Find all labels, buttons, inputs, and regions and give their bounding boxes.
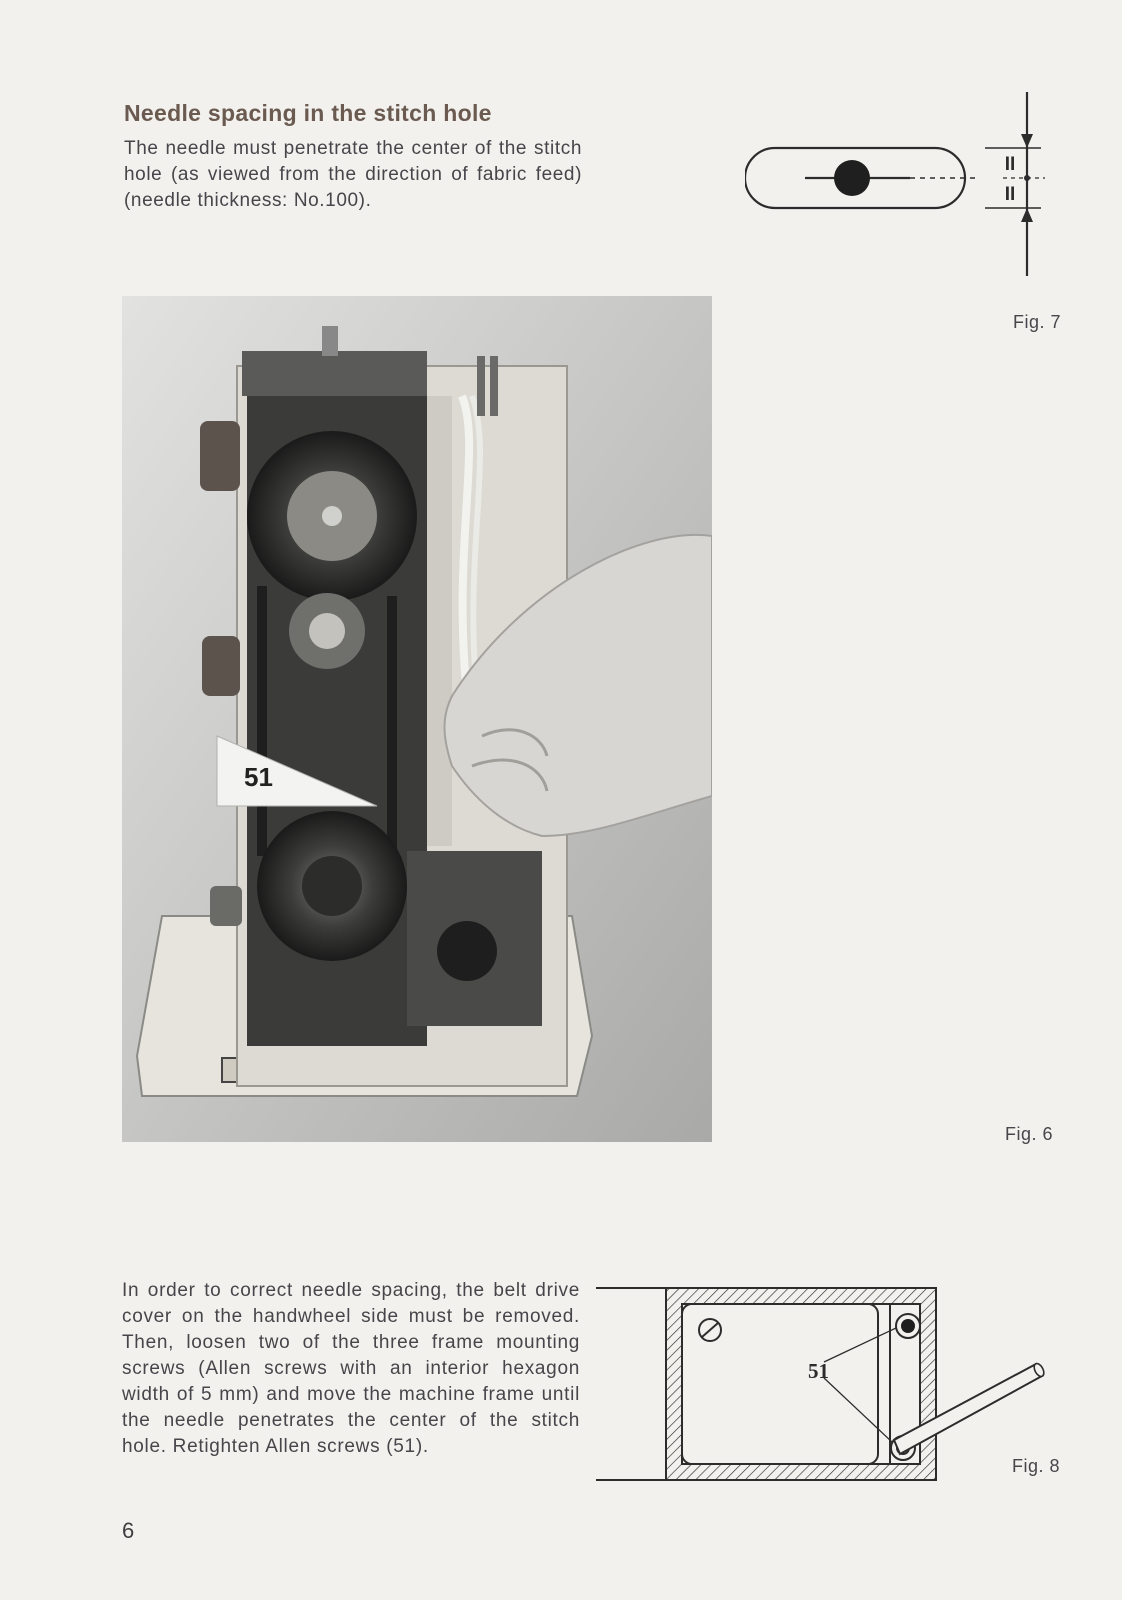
needle-dot [834, 160, 870, 196]
fig8-caption: Fig. 8 [1012, 1456, 1061, 1476]
section-title: Needle spacing in the stitch hole [124, 100, 492, 126]
diagram-callout-label: 51 [808, 1359, 829, 1383]
equal-mark-lower: II [1004, 184, 1016, 205]
intro-paragraph: The needle must penetrate the center of the stitch hole (as viewed from the direction of fabric feed) (needle thickness: No.100). [124, 138, 582, 211]
photo-callout-label: 51 [244, 762, 273, 792]
instruction-paragraph: In order to correct needle spacing, the belt drive cover on the handwheel side must be removed. Then, loosen two of the three frame mounting screws (Allen screws with an interior hexagon width of 5 mm) and move the machine frame until the needle penetrates the center of the stitch hole. Retighten Allen screws (51). [122, 1280, 580, 1457]
machine-photo [122, 296, 712, 1142]
stitch-hole-diagram [745, 92, 1065, 292]
fig6-caption: Fig. 6 [1005, 1124, 1054, 1144]
fig7-caption: Fig. 7 [1013, 312, 1062, 332]
frame-screw-diagram [596, 1282, 1066, 1497]
equal-mark-upper: II [1004, 154, 1016, 175]
page-number: 6 [122, 1518, 135, 1543]
